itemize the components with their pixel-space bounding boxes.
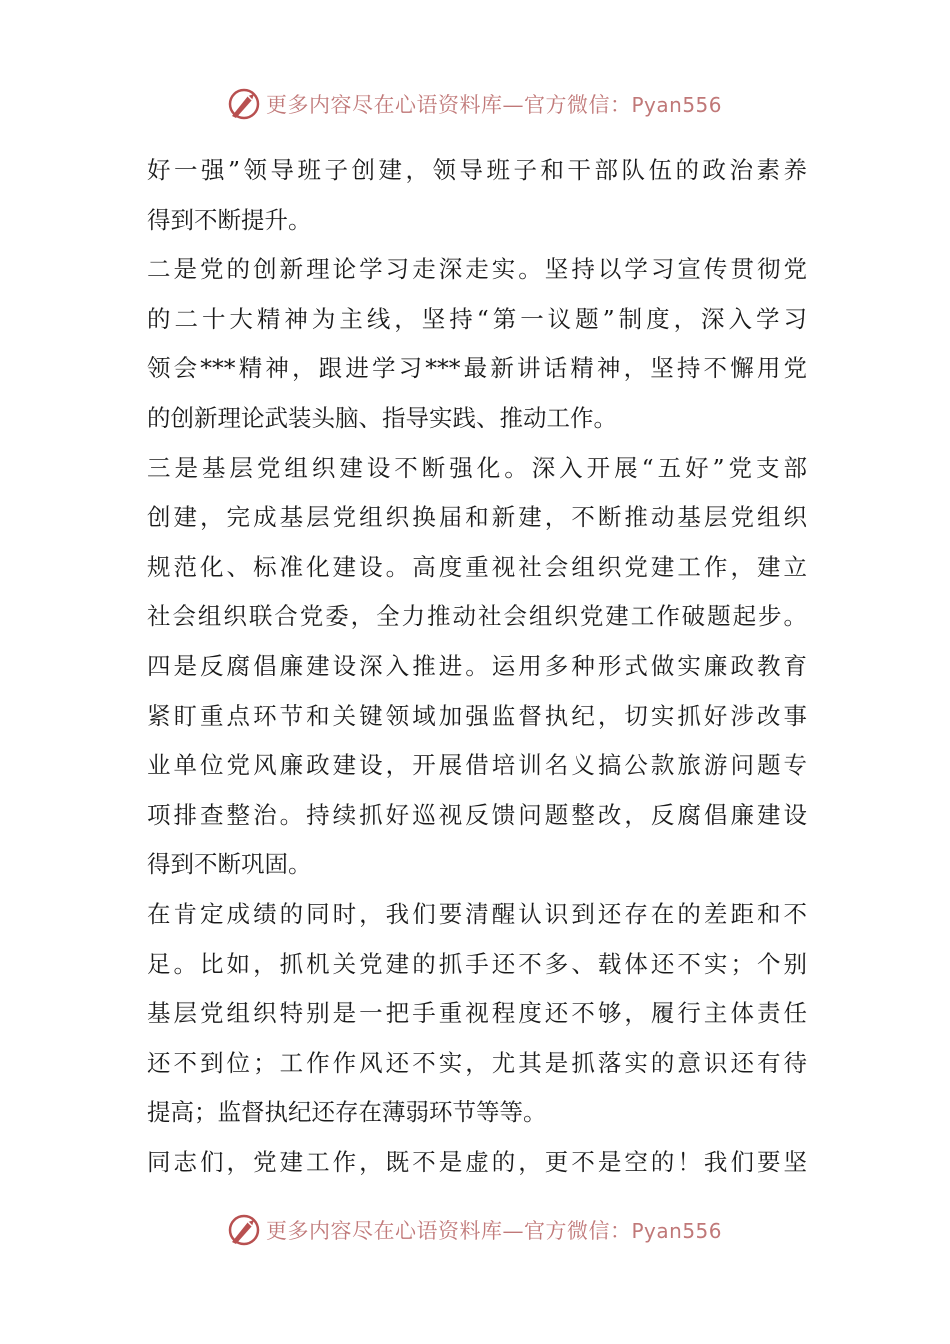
- text-line: 三是基层党组织建设不断强化。深入开展“五好”党支部: [147, 453, 807, 482]
- text-line: 社会组织联合党委，全力推动社会组织党建工作破题起步。: [147, 602, 807, 631]
- text-line: 得到不断提升。: [147, 205, 312, 234]
- pen-nib-icon: [226, 1212, 262, 1248]
- text-line: 得到不断巩固。: [147, 850, 312, 879]
- paragraph: [147, 146, 807, 245]
- footer-wechat-id: Pyan556: [631, 1219, 723, 1243]
- text-line: 业单位党风廉政建设，开展借培训名义搞公款旅游问题专: [147, 751, 807, 780]
- text-line: 同志们，党建工作，既不是虚的，更不是空的！我们要坚: [147, 1147, 807, 1176]
- paragraph: [147, 1138, 807, 1188]
- text-line: 规范化、标准化建设。高度重视社会组织党建工作，建立: [147, 552, 807, 581]
- header-banner: [226, 84, 722, 124]
- footer-banner: [226, 1210, 722, 1250]
- paragraph: [147, 444, 807, 642]
- text-line: 的二十大精神为主线，坚持“第一议题”制度，深入学习: [147, 304, 807, 333]
- text-line: 二是党的创新理论学习走深走实。坚持以学习宣传贯彻党: [147, 255, 807, 284]
- text-line: 在肯定成绩的同时，我们要清醒认识到还存在的差距和不: [147, 899, 807, 928]
- footer-banner-text: 更多内容尽在心语资料库—官方微信：Pyan556: [266, 1219, 723, 1243]
- paragraph: [147, 245, 807, 443]
- paragraph: [147, 890, 807, 1138]
- text-line: 基层党组织特别是一把手重视程度还不够，履行主体责任: [147, 999, 807, 1028]
- text-line: 的创新理论武装头脑、指导实践、推动工作。: [147, 403, 617, 432]
- header-wechat-id: Pyan556: [631, 93, 723, 117]
- text-line: 项排查整治。持续抓好巡视反馈问题整改，反腐倡廉建设: [147, 800, 807, 829]
- text-line: 好一强”领导班子创建，领导班子和干部队伍的政治素养: [147, 156, 807, 184]
- text-line: 紧盯重点环节和关键领域加强监督执纪，切实抓好涉改事: [147, 701, 807, 730]
- header-banner-text: 更多内容尽在心语资料库—官方微信：Pyan556: [266, 93, 723, 117]
- document-body: [147, 146, 807, 1187]
- text-line: 足。比如，抓机关党建的抓手还不多、载体还不实；个别: [147, 949, 807, 978]
- text-line: 还不到位；工作作风还不实，尤其是抓落实的意识还有待: [147, 1048, 807, 1077]
- pen-nib-icon: [226, 86, 262, 122]
- text-line: 提高；监督执纪还存在薄弱环节等等。: [147, 1098, 547, 1127]
- text-line: 四是反腐倡廉建设深入推进。运用多种形式做实廉政教育: [147, 651, 807, 680]
- text-line: 领会***精神，跟进学习***最新讲话精神，坚持不懈用党: [147, 354, 807, 383]
- paragraph: [147, 642, 807, 890]
- text-line: 创建，完成基层党组织换届和新建，不断推动基层党组织: [147, 503, 807, 532]
